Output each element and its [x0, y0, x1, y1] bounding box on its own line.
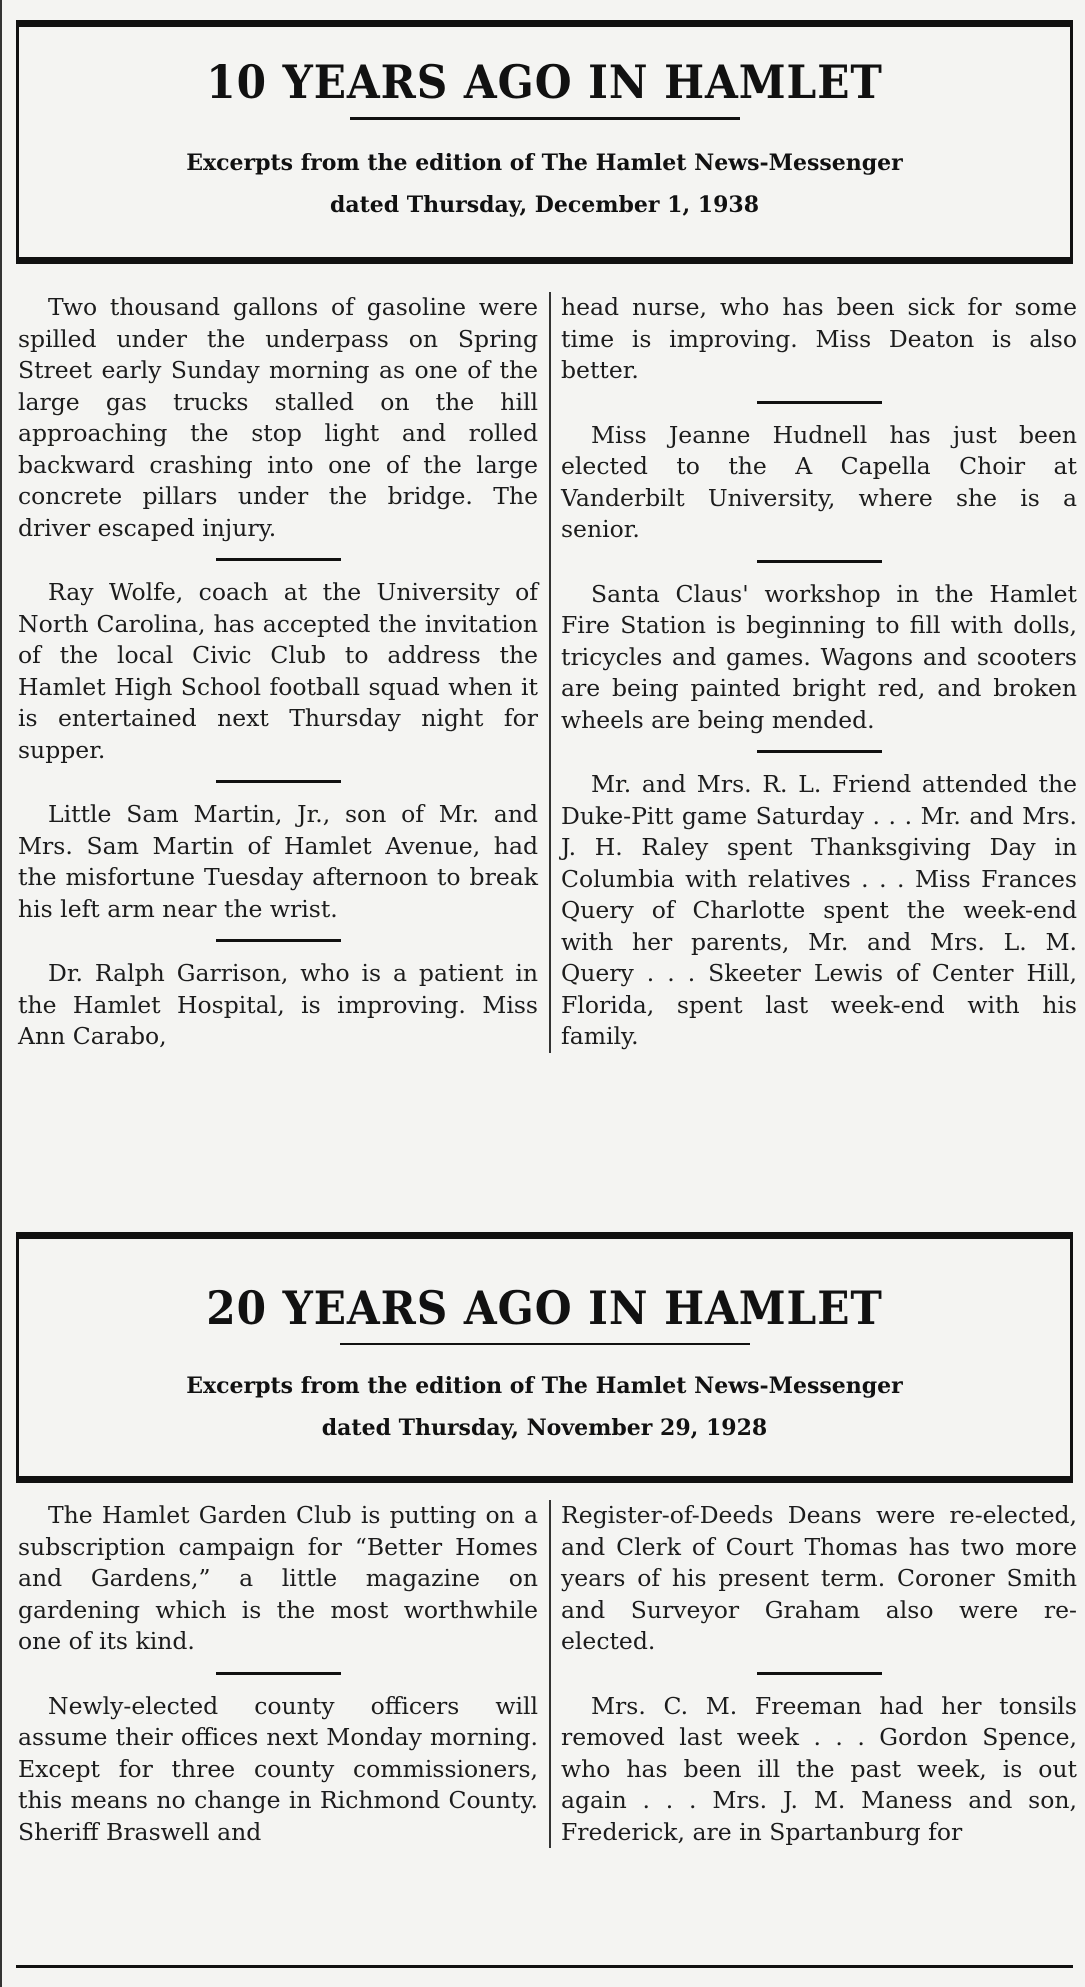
header-bottom-rule [16, 257, 1073, 264]
left-column [18, 1500, 538, 1848]
news-item: Mr. and Mrs. R. L. Friend attended the Duke-Pitt game Saturday . . . Mr. and Mrs. J. H. Raley spent Thanksgiving Day in Columbia with relatives . . . Miss Frances Query of Charlotte spent the week-end with her parents, Mr. and Mrs. L. M. Query . . . Skeeter Lewis of Center Hill, Florida, spent last week-end with his family. [561, 770, 1077, 1050]
left-column [18, 292, 538, 1053]
section-title: 10 YEARS AGO IN HAMLET [206, 55, 883, 109]
bottom-rule [16, 1965, 1073, 1968]
right-column [549, 292, 1077, 1053]
section-body-10-years [16, 292, 1077, 1212]
section-body-20-years [16, 1500, 1077, 1940]
right-column [549, 1500, 1077, 1848]
section-header-10-years [16, 27, 1073, 257]
news-item: Ray Wolfe, coach at the University of North Carolina, has accepted the invitation of the local Civic Club to address the Hamlet High School football squad when it is entertained next Thursday night for supper. [18, 578, 538, 764]
section-subtitle-line1: Excerpts from the edition of The Hamlet News-Messenger [186, 1373, 903, 1399]
news-item: The Hamlet Garden Club is putting on a subscription campaign for “Better Homes and Gardens,” a little magazine on gardening which is the most worthwhile one of its kind. [18, 1501, 538, 1655]
news-item-continued: head nurse, who has been sick for some time is improving. Miss Deaton is also better. [561, 293, 1077, 384]
news-item: Santa Claus' workshop in the Hamlet Fire Station is beginning to fill with dolls, tricycles and games. Wagons and scooters are being painted bright red, and broken wheels are being mended. [561, 579, 1077, 734]
item-separator [757, 750, 882, 753]
news-item: Dr. Ralph Garrison, who is a patient in the Hamlet Hospital, is improving. Miss Ann Carabo, [18, 959, 538, 1050]
section-header-20-years [16, 1239, 1073, 1476]
item-separator [757, 560, 882, 563]
item-separator [216, 558, 341, 561]
news-item: Mrs. C. M. Freeman had her tonsils removed last week . . . Gordon Spence, who has been ill the past week, is out again . . . Mrs. J. M. Maness and son, Frederick, are in Spartanburg for [561, 1691, 1077, 1846]
title-divider [350, 117, 740, 120]
item-separator [216, 939, 341, 942]
section-subtitle-line2: dated Thursday, November 29, 1928 [321, 1415, 768, 1441]
section-title: 20 YEARS AGO IN HAMLET [206, 1281, 883, 1335]
news-item: Two thousand gallons of gasoline were spilled under the underpass on Spring Street early Sunday morning as one of the large gas trucks stalled on the hill approaching the stop light and rolled backward crashing into one of the large concrete pillars under the bridge. The driver escaped injury. [18, 293, 538, 542]
item-separator [757, 1672, 882, 1675]
news-item: Newly-elected county officers will assume their offices next Monday morning. Except for three county commissioners, this means no change in Richmond County. Sheriff Braswell and [18, 1691, 538, 1846]
news-item: Miss Jeanne Hudnell has just been elected to the A Capella Choir at Vanderbilt University, where she is a senior. [561, 420, 1077, 543]
item-separator [216, 1672, 341, 1675]
item-separator [216, 780, 341, 783]
header-top-rule [16, 20, 1073, 27]
title-divider [340, 1343, 750, 1345]
header-top-rule [16, 1232, 1073, 1239]
news-item: Little Sam Martin, Jr., son of Mr. and Mrs. Sam Martin of Hamlet Avenue, had the misfortune Tuesday afternoon to break his left arm near the wrist. [18, 800, 538, 923]
section-subtitle-line2: dated Thursday, December 1, 1938 [329, 192, 760, 218]
item-separator [757, 401, 882, 404]
header-bottom-rule [16, 1476, 1073, 1483]
news-item-continued: Register-of-Deeds Deans were re-elected, and Clerk of Court Thomas has two more years of his present term. Coroner Smith and Surveyor Graham also were re-elected. [561, 1501, 1077, 1655]
section-subtitle-line1: Excerpts from the edition of The Hamlet News-Messenger [186, 150, 903, 176]
